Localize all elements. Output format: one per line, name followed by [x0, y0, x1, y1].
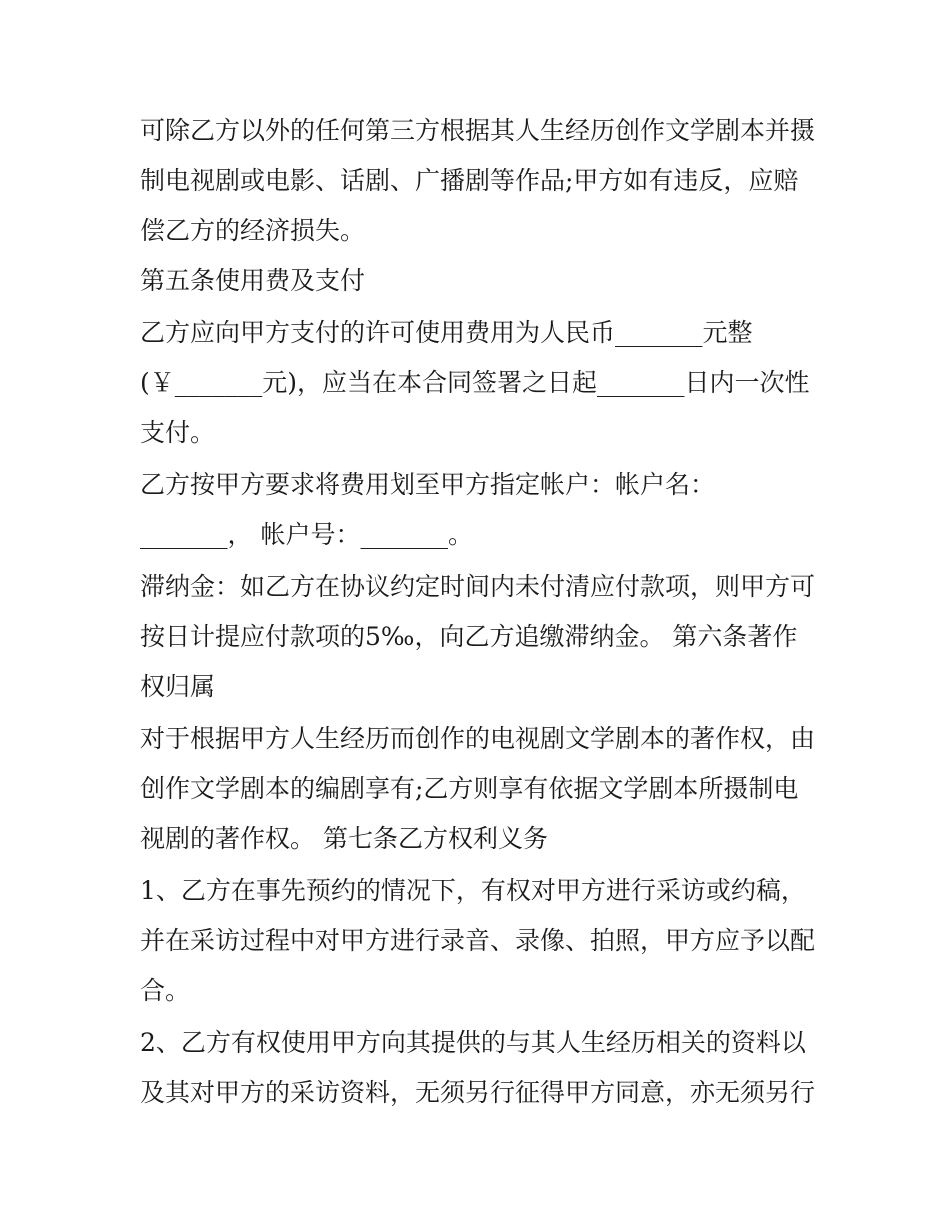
text-line: 并在采访过程中对甲方进行录音、录像、拍照，甲方应予以配: [140, 926, 816, 955]
text-line: 制电视剧或电影、话剧、广播剧等作品;甲方如有违反，应赔: [140, 166, 799, 195]
text-line: 乙方按甲方要求将费用划至甲方指定帐户：帐户名：: [140, 470, 716, 499]
text-line: (￥_______元)，应当在本合同签署之日起_______日内一次性: [140, 368, 810, 397]
text-line: 合。: [140, 976, 191, 1005]
text-line: 对于根据甲方人生经历而创作的电视剧文学剧本的著作权，由: [140, 724, 816, 753]
text-line: 权归属: [140, 672, 216, 701]
text-line: 视剧的著作权。 第七条乙方权利义务: [140, 824, 548, 853]
text-line: 可除乙方以外的任何第三方根据其人生经历创作文学剧本并摄: [140, 116, 816, 145]
text-line: 创作文学剧本的编剧享有;乙方则享有依据文学剧本所摄制电: [140, 774, 799, 803]
text-line: 乙方应向甲方支付的许可使用费用为人民币_______元整: [140, 318, 753, 347]
text-line: 2、乙方有权使用甲方向其提供的与其人生经历相关的资料以: [140, 1028, 806, 1057]
text-line: 滞纳金：如乙方在协议约定时间内未付清应付款项，则甲方可: [140, 572, 816, 601]
text-line: _______， 帐户号：_______。: [140, 520, 473, 549]
text-line: 按日计提应付款项的5‰，向乙方追缴滞纳金。 第六条著作: [140, 622, 798, 651]
text-line: 1、乙方在事先预约的情况下，有权对甲方进行采访或约稿，: [140, 876, 806, 905]
text-line: 支付。: [140, 418, 216, 447]
section-heading: 第五条使用费及支付: [140, 266, 366, 295]
text-line: 偿乙方的经济损失。: [140, 216, 366, 245]
text-line: 及其对甲方的采访资料，无须另行征得甲方同意，亦无须另行: [140, 1078, 816, 1107]
